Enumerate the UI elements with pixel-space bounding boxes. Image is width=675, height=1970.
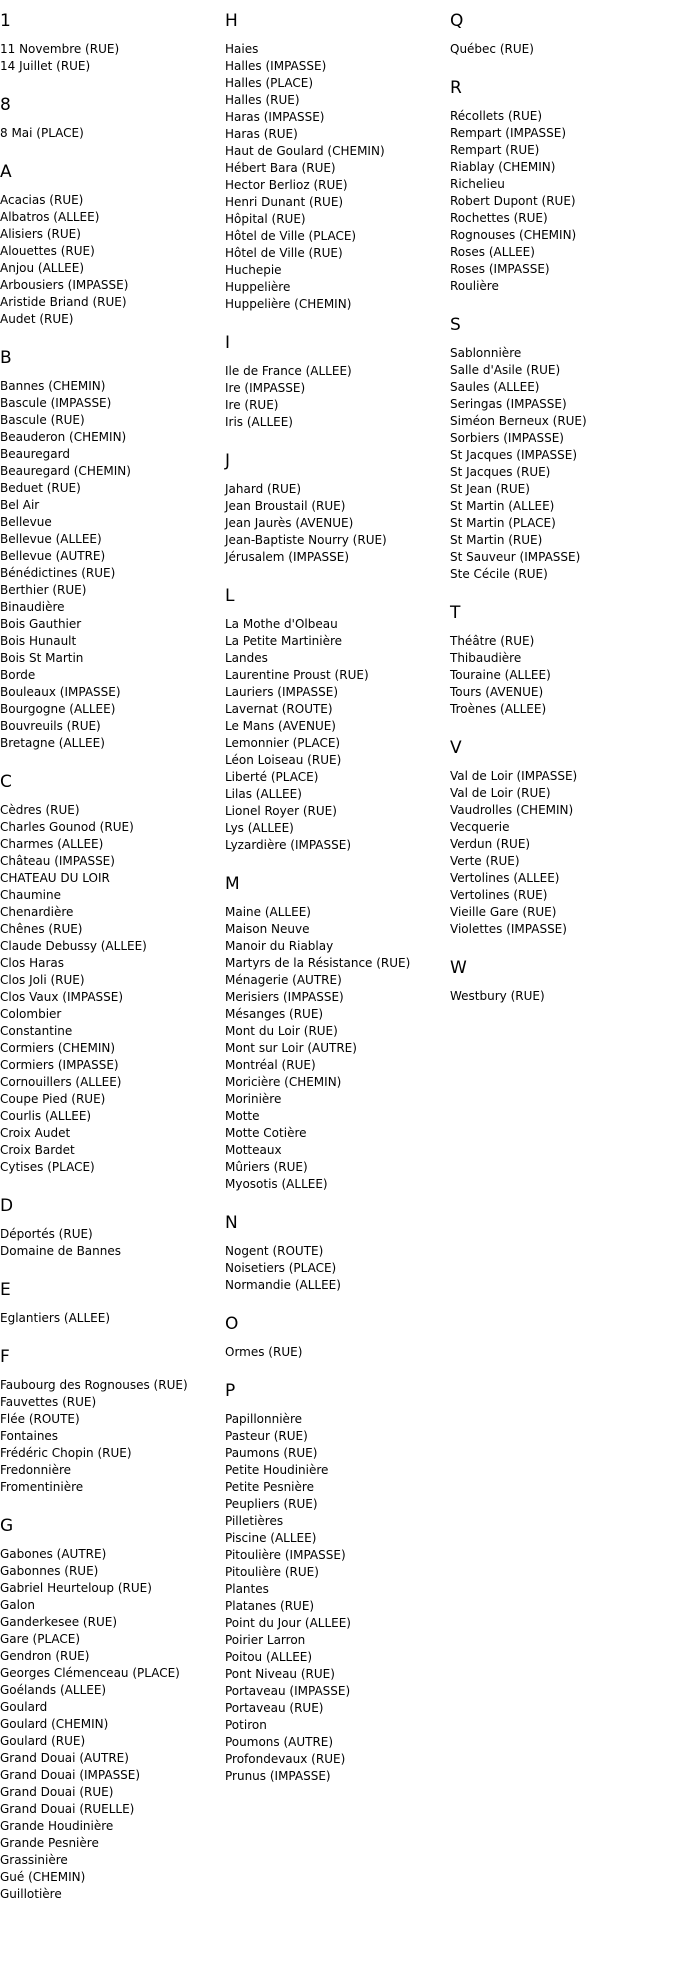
street-name-item: Lemonnier (PLACE) <box>225 736 341 750</box>
letter-group <box>225 1300 450 1361</box>
street-name-item: Halles (RUE) <box>225 93 300 107</box>
street-name-item: Gabonnes (RUE) <box>0 1564 99 1578</box>
group-letter-heading: R <box>450 78 462 98</box>
street-name-item: Grande Pesnière <box>0 1836 99 1850</box>
street-name-item: St Sauveur (IMPASSE) <box>450 550 581 564</box>
street-name-item: Maison Neuve <box>225 922 310 936</box>
street-name-item: Piscine (ALLEE) <box>225 1531 317 1545</box>
street-name-item: St Jacques (RUE) <box>450 465 551 479</box>
letter-group <box>225 1199 450 1294</box>
street-name-item: Hébert Bara (RUE) <box>225 161 336 175</box>
street-name-item: Grand Douai (RUE) <box>0 1785 114 1799</box>
street-name-item: Rempart (RUE) <box>450 143 540 157</box>
letter-group <box>225 319 450 431</box>
street-name-item: Lys (ALLEE) <box>225 821 294 835</box>
street-name-item: Théâtre (RUE) <box>450 634 535 648</box>
street-name-item: Liberté (PLACE) <box>225 770 319 784</box>
letter-group <box>0 334 225 752</box>
street-name-item: Montréal (RUE) <box>225 1058 316 1072</box>
street-name-item: Fontaines <box>0 1429 59 1443</box>
street-name-item: Acacias (RUE) <box>0 193 84 207</box>
street-name-item: Myosotis (ALLEE) <box>225 1177 328 1191</box>
street-name-item: Richelieu <box>450 177 505 191</box>
street-name-item: Plantes <box>225 1582 269 1596</box>
street-name-item: Grand Douai (IMPASSE) <box>0 1768 141 1782</box>
street-name-item: Croix Audet <box>0 1126 71 1140</box>
street-name-item: Bellevue (AUTRE) <box>0 549 106 563</box>
street-name-item: Pitoulière (IMPASSE) <box>225 1548 346 1562</box>
street-name-item: Maine (ALLEE) <box>225 905 311 919</box>
street-name-item: Jahard (RUE) <box>225 482 302 496</box>
group-letter-heading: H <box>225 11 238 31</box>
street-name-item: Val de Loir (RUE) <box>450 786 551 800</box>
street-name-item: Chaumine <box>0 888 61 902</box>
street-name-item: Bascule (RUE) <box>0 413 85 427</box>
street-index-column-2 <box>225 0 450 1791</box>
street-name-item: Jean Broustail (RUE) <box>225 499 346 513</box>
street-name-item: Aristide Briand (RUE) <box>0 295 127 309</box>
street-name-item: Domaine de Bannes <box>0 1244 122 1258</box>
street-name-item: 14 Juillet (RUE) <box>0 59 91 73</box>
street-name-item: Paumons (RUE) <box>225 1446 318 1460</box>
group-letter-heading: O <box>225 1314 239 1334</box>
street-name-item: Robert Dupont (RUE) <box>450 194 576 208</box>
group-letter-heading: Q <box>450 11 464 31</box>
street-name-item: Binaudière <box>0 600 65 614</box>
street-name-item: Eglantiers (ALLEE) <box>0 1311 111 1325</box>
street-name-item: Arbousiers (IMPASSE) <box>0 278 129 292</box>
street-name-item: Roses (ALLEE) <box>450 245 535 259</box>
street-name-item: Hector Berlioz (RUE) <box>225 178 348 192</box>
group-letter-heading: G <box>0 1516 14 1536</box>
street-name-item: Colombier <box>0 1007 62 1021</box>
street-name-item: Portaveau (RUE) <box>225 1701 324 1715</box>
group-letter-heading: V <box>450 738 462 758</box>
letter-group <box>0 1266 225 1327</box>
letter-group <box>0 1333 225 1496</box>
letter-group <box>0 0 225 75</box>
letter-group <box>225 860 450 1193</box>
street-name-item: Bascule (IMPASSE) <box>0 396 112 410</box>
street-name-item: Beauregard <box>0 447 70 461</box>
street-name-item: Gabones (AUTRE) <box>0 1547 107 1561</box>
street-name-item: Frédéric Chopin (RUE) <box>0 1446 132 1460</box>
street-name-item: Bel Air <box>0 498 40 512</box>
street-name-item: Lilas (ALLEE) <box>225 787 302 801</box>
street-name-item: Beauderon (CHEMIN) <box>0 430 127 444</box>
street-index-column-1 <box>0 0 225 1909</box>
street-name-item: Haut de Goulard (CHEMIN) <box>225 144 385 158</box>
group-letter-heading: E <box>0 1280 11 1300</box>
street-name-item: St Martin (RUE) <box>450 533 543 547</box>
street-name-item: Charles Gounod (RUE) <box>0 820 134 834</box>
street-name-item: Flée (ROUTE) <box>0 1412 80 1426</box>
group-letter-heading: C <box>0 772 12 792</box>
street-name-item: Bellevue (ALLEE) <box>0 532 102 546</box>
street-name-item: Haies <box>225 42 259 56</box>
street-name-item: Val de Loir (IMPASSE) <box>450 769 578 783</box>
letter-group <box>225 572 450 854</box>
letter-group <box>450 301 675 583</box>
street-name-item: Ire (IMPASSE) <box>225 381 306 395</box>
street-name-item: Gabriel Heurteloup (RUE) <box>0 1581 152 1595</box>
street-name-item: Merisiers (IMPASSE) <box>225 990 344 1004</box>
street-name-item: Alisiers (RUE) <box>0 227 81 241</box>
street-name-item: Alouettes (RUE) <box>0 244 95 258</box>
street-name-item: Pitoulière (RUE) <box>225 1565 319 1579</box>
street-name-item: Cormiers (IMPASSE) <box>0 1058 119 1072</box>
street-name-item: Petite Houdinière <box>225 1463 329 1477</box>
group-letter-heading: P <box>225 1381 236 1401</box>
letter-group <box>0 81 225 142</box>
street-name-item: Morinière <box>225 1092 282 1106</box>
street-name-item: Beduet (RUE) <box>0 481 81 495</box>
street-name-item: Léon Loiseau (RUE) <box>225 753 342 767</box>
group-letter-heading: N <box>225 1213 238 1233</box>
street-name-item: Lavernat (ROUTE) <box>225 702 333 716</box>
street-name-item: La Petite Martinière <box>225 634 343 648</box>
street-name-item: Courlis (ALLEE) <box>0 1109 92 1123</box>
street-name-item: Ire (RUE) <box>225 398 279 412</box>
street-name-item: Touraine (ALLEE) <box>450 668 551 682</box>
street-name-item: Bois Hunault <box>0 634 77 648</box>
street-name-item: Bénédictines (RUE) <box>0 566 116 580</box>
letter-group <box>0 148 225 328</box>
street-name-item: Charmes (ALLEE) <box>0 837 104 851</box>
street-name-item: Vertolines (ALLEE) <box>450 871 560 885</box>
street-name-item: Point du Jour (ALLEE) <box>225 1616 351 1630</box>
street-name-item: Manoir du Riablay <box>225 939 334 953</box>
street-name-item: Chenardière <box>0 905 74 919</box>
street-name-item: Cornouillers (ALLEE) <box>0 1075 122 1089</box>
street-name-item: St Martin (ALLEE) <box>450 499 555 513</box>
street-name-item: Audet (RUE) <box>0 312 74 326</box>
street-name-item: Goulard <box>0 1700 48 1714</box>
street-name-item: Ormes (RUE) <box>225 1345 303 1359</box>
street-name-item: Pont Niveau (RUE) <box>225 1667 335 1681</box>
street-name-item: Lyzardière (IMPASSE) <box>225 838 352 852</box>
street-name-item: Petite Pesnière <box>225 1480 314 1494</box>
street-name-item: Fromentinière <box>0 1480 84 1494</box>
street-name-item: Anjou (ALLEE) <box>0 261 85 275</box>
street-name-item: Noisetiers (PLACE) <box>225 1261 337 1275</box>
group-letter-heading: 8 <box>0 95 11 115</box>
street-name-item: Goulard (RUE) <box>0 1734 86 1748</box>
letter-group <box>0 758 225 1176</box>
street-name-item: Vaudrolles (CHEMIN) <box>450 803 574 817</box>
street-name-item: Ménagerie (AUTRE) <box>225 973 342 987</box>
street-name-item: Motte <box>225 1109 260 1123</box>
street-name-item: Portaveau (IMPASSE) <box>225 1684 351 1698</box>
street-name-item: Henri Dunant (RUE) <box>225 195 344 209</box>
street-name-item: Ile de France (ALLEE) <box>225 364 352 378</box>
street-name-item: Albatros (ALLEE) <box>0 210 100 224</box>
group-letter-heading: W <box>450 958 467 978</box>
street-name-item: Gué (CHEMIN) <box>0 1870 86 1884</box>
group-letter-heading: A <box>0 162 12 182</box>
letter-group <box>450 589 675 718</box>
street-name-item: Huchepie <box>225 263 282 277</box>
street-name-item: Mûriers (RUE) <box>225 1160 308 1174</box>
street-name-item: St Jacques (IMPASSE) <box>450 448 578 462</box>
street-name-item: Jean-Baptiste Nourry (RUE) <box>225 533 387 547</box>
street-index-column-3 <box>450 0 675 1011</box>
street-name-item: Grande Houdinière <box>0 1819 114 1833</box>
street-name-item: Normandie (ALLEE) <box>225 1278 341 1292</box>
group-letter-heading: 1 <box>0 11 11 31</box>
group-letter-heading: B <box>0 348 12 368</box>
street-name-item: Berthier (RUE) <box>0 583 87 597</box>
street-name-item: Cytises (PLACE) <box>0 1160 95 1174</box>
group-letter-heading: T <box>450 603 461 623</box>
street-name-item: Vecquerie <box>450 820 510 834</box>
letter-group <box>0 1182 225 1260</box>
street-name-item: 11 Novembre (RUE) <box>0 42 120 56</box>
street-name-item: Le Mans (AVENUE) <box>225 719 336 733</box>
street-name-item: La Mothe d'Olbeau <box>225 617 338 631</box>
street-name-item: Seringas (IMPASSE) <box>450 397 567 411</box>
street-name-item: Fredonnière <box>0 1463 72 1477</box>
street-name-item: Bourgogne (ALLEE) <box>0 702 116 716</box>
street-name-item: Lionel Royer (RUE) <box>225 804 337 818</box>
street-name-item: Rognouses (CHEMIN) <box>450 228 577 242</box>
street-name-item: Bouleaux (IMPASSE) <box>0 685 121 699</box>
group-letter-heading: M <box>225 874 240 894</box>
street-name-item: Thibaudière <box>450 651 522 665</box>
street-name-item: Roses (IMPASSE) <box>450 262 550 276</box>
street-name-item: Beauregard (CHEMIN) <box>0 464 131 478</box>
street-name-item: Claude Debussy (ALLEE) <box>0 939 147 953</box>
street-name-item: Motte Cotière <box>225 1126 307 1140</box>
street-name-item: Mont sur Loir (AUTRE) <box>225 1041 357 1055</box>
street-name-item: Bouvreuils (RUE) <box>0 719 101 733</box>
street-name-item: CHATEAU DU LOIR <box>0 871 110 885</box>
street-name-item: Bretagne (ALLEE) <box>0 736 105 750</box>
street-name-item: Laurentine Proust (RUE) <box>225 668 369 682</box>
group-letter-heading: D <box>0 1196 14 1216</box>
street-name-item: Nogent (ROUTE) <box>225 1244 324 1258</box>
street-name-item: Fauvettes (RUE) <box>0 1395 97 1409</box>
street-name-item: Mésanges (RUE) <box>225 1007 324 1021</box>
street-name-item: Constantine <box>0 1024 73 1038</box>
street-name-item: Rempart (IMPASSE) <box>450 126 567 140</box>
street-name-item: Iris (ALLEE) <box>225 415 293 429</box>
street-name-item: Riablay (CHEMIN) <box>450 160 556 174</box>
street-name-item: Halles (IMPASSE) <box>225 59 327 73</box>
letter-group <box>225 1367 450 1785</box>
street-name-item: Rochettes (RUE) <box>450 211 548 225</box>
street-name-item: Martyrs de la Résistance (RUE) <box>225 956 411 970</box>
street-name-item: Lauriers (IMPASSE) <box>225 685 339 699</box>
street-name-item: 8 Mai (PLACE) <box>0 126 84 140</box>
street-name-item: Bois Gauthier <box>0 617 82 631</box>
street-name-item: Récollets (RUE) <box>450 109 543 123</box>
street-name-item: Grassinière <box>0 1853 68 1867</box>
letter-group <box>225 437 450 566</box>
letter-group <box>0 1502 225 1903</box>
group-letter-heading: L <box>225 586 235 606</box>
street-name-item: St Martin (PLACE) <box>450 516 556 530</box>
street-name-item: Huppelière (CHEMIN) <box>225 297 352 311</box>
letter-group <box>450 944 675 1005</box>
street-name-item: Troènes (ALLEE) <box>450 702 547 716</box>
street-name-item: Jérusalem (IMPASSE) <box>225 550 350 564</box>
street-name-item: Cormiers (CHEMIN) <box>0 1041 116 1055</box>
street-name-item: Mont du Loir (RUE) <box>225 1024 338 1038</box>
street-name-item: Bois St Martin <box>0 651 84 665</box>
street-name-item: Grand Douai (RUELLE) <box>0 1802 135 1816</box>
street-name-item: St Jean (RUE) <box>450 482 530 496</box>
street-name-item: Haras (IMPASSE) <box>225 110 325 124</box>
street-name-item: Grand Douai (AUTRE) <box>0 1751 129 1765</box>
street-name-item: Château (IMPASSE) <box>0 854 115 868</box>
street-name-item: Hôtel de Ville (PLACE) <box>225 229 357 243</box>
street-name-item: Profondevaux (RUE) <box>225 1752 346 1766</box>
street-name-item: Borde <box>0 668 36 682</box>
street-name-item: Violettes (IMPASSE) <box>450 922 567 936</box>
street-name-item: Poumons (AUTRE) <box>225 1735 334 1749</box>
street-name-item: Clos Vaux (IMPASSE) <box>0 990 124 1004</box>
street-name-item: Sablonnière <box>450 346 522 360</box>
street-name-item: Halles (PLACE) <box>225 76 314 90</box>
letter-group <box>450 0 675 58</box>
street-name-item: Hôpital (RUE) <box>225 212 306 226</box>
street-name-item: Chênes (RUE) <box>0 922 83 936</box>
street-name-item: Faubourg des Rognouses (RUE) <box>0 1378 188 1392</box>
street-name-item: Bellevue <box>0 515 52 529</box>
street-name-item: Verte (RUE) <box>450 854 520 868</box>
street-name-item: Prunus (IMPASSE) <box>225 1769 331 1783</box>
street-name-item: Papillonnière <box>225 1412 302 1426</box>
street-name-item: Clos Haras <box>0 956 65 970</box>
street-name-item: Bannes (CHEMIN) <box>0 379 106 393</box>
street-name-item: Hôtel de Ville (RUE) <box>225 246 343 260</box>
street-name-item: Pasteur (RUE) <box>225 1429 308 1443</box>
street-name-item: Galon <box>0 1598 35 1612</box>
street-name-item: Déportés (RUE) <box>0 1227 93 1241</box>
letter-group <box>450 724 675 938</box>
street-name-item: Landes <box>225 651 268 665</box>
street-name-item: Ganderkesee (RUE) <box>0 1615 117 1629</box>
street-name-item: Jean Jaurès (AVENUE) <box>225 516 354 530</box>
street-name-item: Tours (AVENUE) <box>450 685 544 699</box>
letter-group <box>225 0 450 313</box>
street-name-item: Coupe Pied (RUE) <box>0 1092 106 1106</box>
street-name-item: Platanes (RUE) <box>225 1599 315 1613</box>
street-name-item: Verdun (RUE) <box>450 837 531 851</box>
street-name-item: Salle d'Asile (RUE) <box>450 363 561 377</box>
street-name-item: Goélands (ALLEE) <box>0 1683 107 1697</box>
street-name-item: Moricière (CHEMIN) <box>225 1075 342 1089</box>
group-letter-heading: I <box>225 333 231 353</box>
group-letter-heading: S <box>450 315 461 335</box>
street-name-item: Cèdres (RUE) <box>0 803 80 817</box>
street-name-item: Saules (ALLEE) <box>450 380 540 394</box>
street-name-item: Pilletières <box>225 1514 284 1528</box>
street-name-item: Gendron (RUE) <box>0 1649 90 1663</box>
street-name-item: Croix Bardet <box>0 1143 75 1157</box>
street-name-item: Guillotière <box>0 1887 62 1901</box>
street-name-item: Vieille Gare (RUE) <box>450 905 557 919</box>
letter-group <box>450 64 675 295</box>
street-name-item: Motteaux <box>225 1143 282 1157</box>
street-name-item: Potiron <box>225 1718 267 1732</box>
street-name-item: Poitou (ALLEE) <box>225 1650 313 1664</box>
street-name-item: Roulière <box>450 279 499 293</box>
street-name-item: Poirier Larron <box>225 1633 306 1647</box>
street-name-item: Sorbiers (IMPASSE) <box>450 431 564 445</box>
street-name-item: Goulard (CHEMIN) <box>0 1717 109 1731</box>
street-name-item: Québec (RUE) <box>450 42 534 56</box>
street-name-item: Siméon Berneux (RUE) <box>450 414 587 428</box>
street-name-item: Haras (RUE) <box>225 127 298 141</box>
group-letter-heading: F <box>0 1347 10 1367</box>
street-name-item: Georges Clémenceau (PLACE) <box>0 1666 180 1680</box>
street-name-item: Gare (PLACE) <box>0 1632 81 1646</box>
street-name-item: Peupliers (RUE) <box>225 1497 318 1511</box>
street-name-item: Huppelière <box>225 280 291 294</box>
street-name-item: Westbury (RUE) <box>450 989 545 1003</box>
street-name-item: Ste Cécile (RUE) <box>450 567 548 581</box>
street-name-item: Clos Joli (RUE) <box>0 973 85 987</box>
group-letter-heading: J <box>225 451 231 471</box>
street-name-item: Vertolines (RUE) <box>450 888 548 902</box>
